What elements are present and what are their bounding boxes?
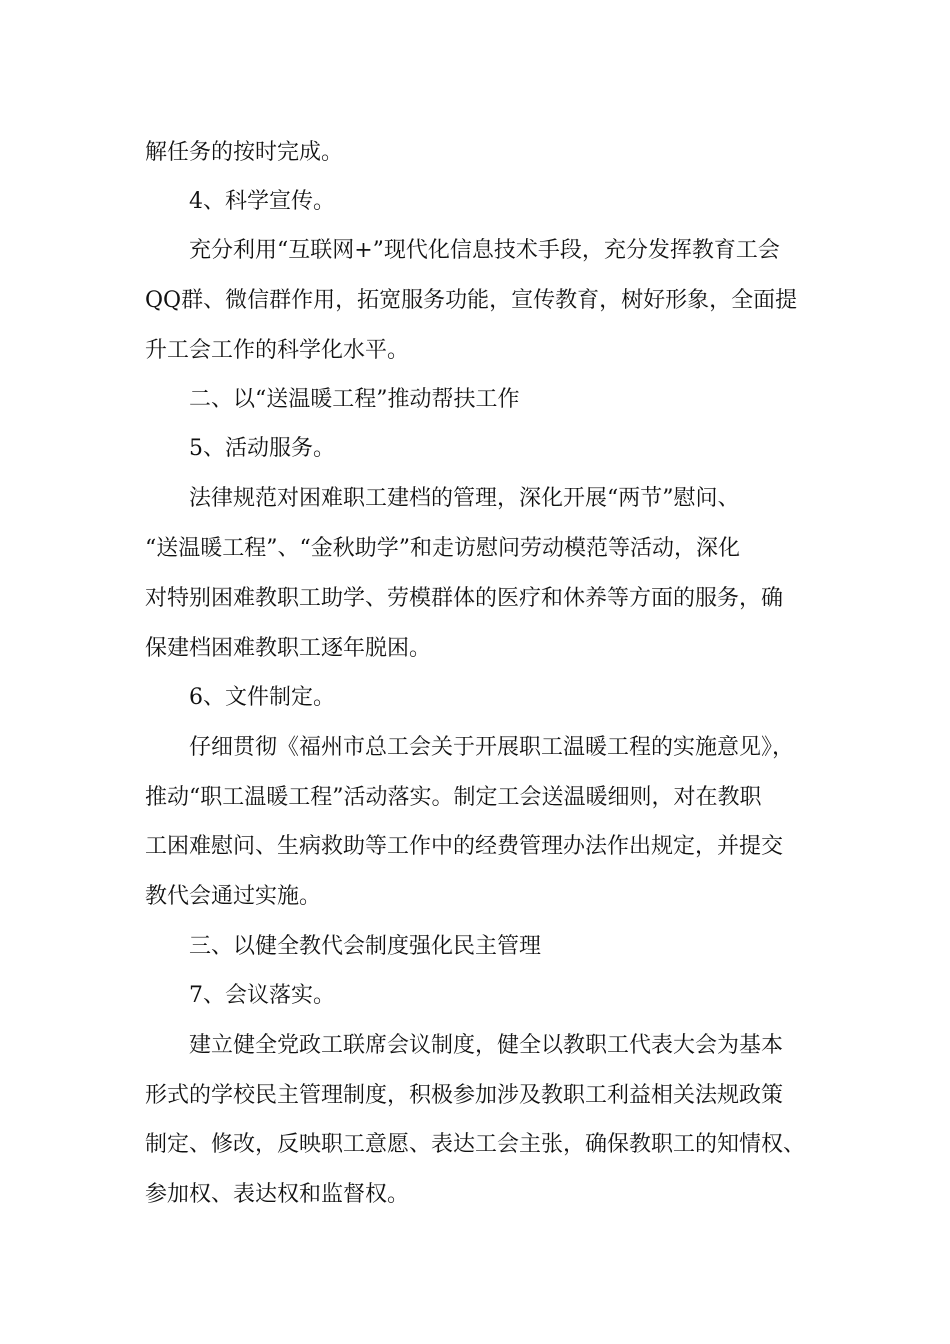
paragraph-line: “送温暖工程”、“金秋助学”和走访慰问劳动模范等活动，深化 (145, 536, 740, 561)
paragraph-line: 升工会工作的科学化水平。 (145, 338, 410, 363)
paragraph-line: 制定、修改，反映职工意愿、表达工会主张，确保教职工的知情权、 (145, 1132, 806, 1157)
paragraph-line: 教代会通过实施。 (145, 884, 322, 909)
paragraph-line: 仔细贯彻《福州市总工会关于开展职工温暖工程的实施意见》， (189, 735, 795, 760)
paragraph-line: 参加权、表达权和监督权。 (145, 1182, 410, 1207)
section-heading: 4、科学宣传。 (189, 189, 335, 214)
section-heading: 7、会议落实。 (189, 983, 335, 1008)
paragraph-line: 形式的学校民主管理制度，积极参加涉及教职工利益相关法规政策 (145, 1083, 784, 1108)
paragraph-line: 工困难慰问、生病救助等工作中的经费管理办法作出规定，并提交 (145, 834, 784, 859)
paragraph-line: 保建档困难教职工逐年脱困。 (145, 636, 432, 661)
paragraph-line: 解任务的按时完成。 (145, 140, 344, 165)
section-heading: 5、活动服务。 (189, 436, 335, 461)
section-heading: 6、文件制定。 (189, 685, 335, 710)
paragraph-line: QQ群、微信群作用，拓宽服务功能，宣传教育，树好形象，全面提 (145, 288, 798, 313)
paragraph-line: 法律规范对困难职工建档的管理，深化开展“两节”慰问、 (189, 486, 740, 511)
paragraph-line: 建立健全党政工联席会议制度，健全以教职工代表大会为基本 (189, 1033, 784, 1058)
chapter-heading: 三、以健全教代会制度强化民主管理 (189, 934, 542, 959)
paragraph-line: 对特别困难教职工助学、劳模群体的医疗和休养等方面的服务，确 (145, 586, 784, 611)
paragraph-line: 充分利用“互联网+”现代化信息技术手段，充分发挥教育工会 (189, 238, 780, 263)
chapter-heading: 二、以“送温暖工程”推动帮扶工作 (189, 387, 520, 412)
paragraph-line: 推动“职工温暖工程”活动落实。制定工会送温暖细则，对在教职 (145, 785, 762, 810)
